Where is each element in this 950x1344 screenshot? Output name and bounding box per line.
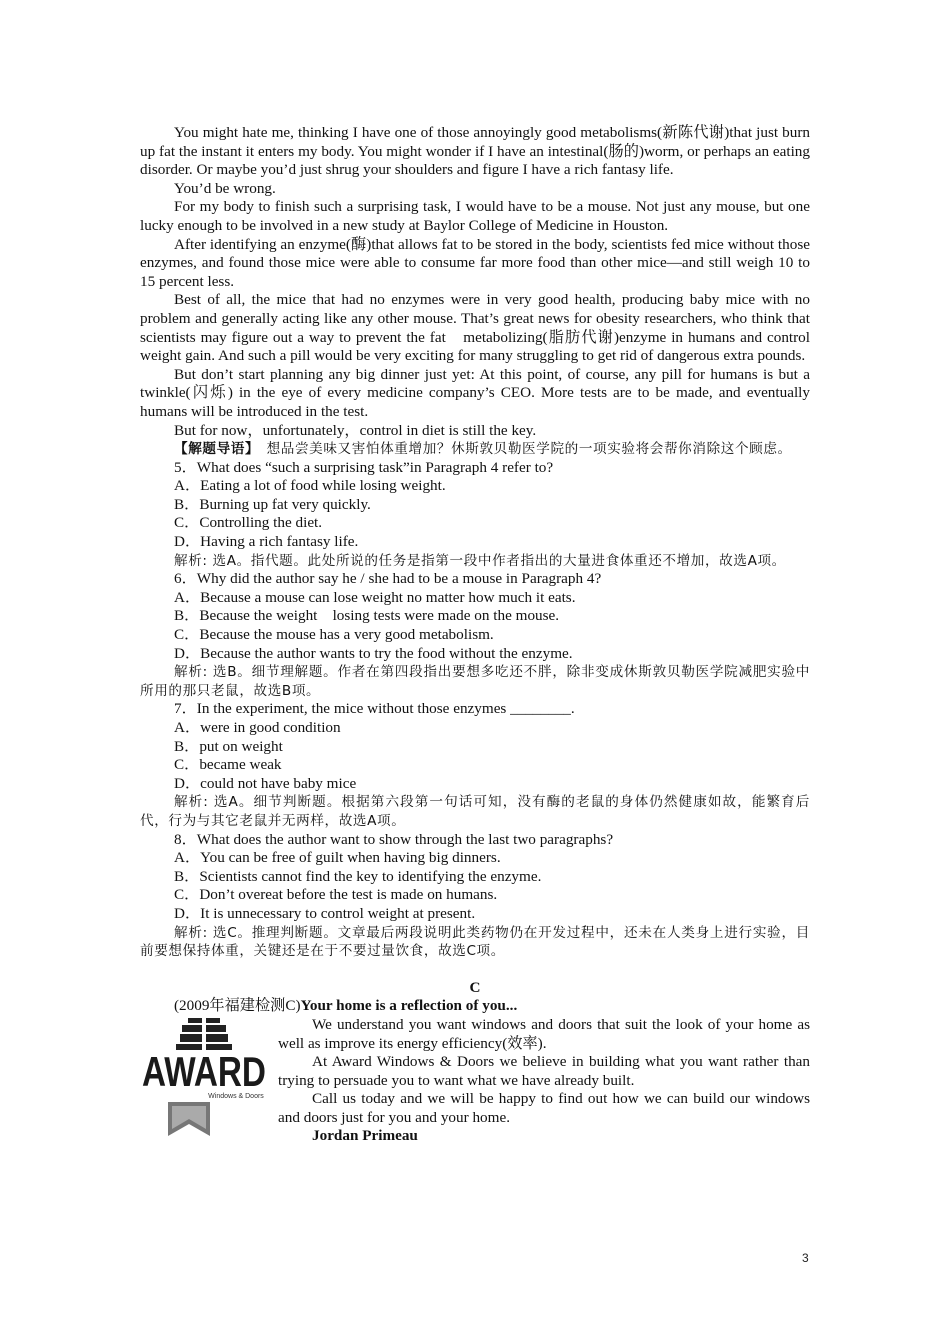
question-stem: 5．What does “such a surprising task”in Paragraph 4 refer to?	[174, 458, 554, 476]
guide-note	[140, 440, 810, 459]
option-b: B．Because the weight losing tests were made on the mouse.	[174, 607, 560, 625]
option-d: D．could not have baby mice	[174, 774, 357, 792]
passage-paragraph-3: For my body to finish such a surprising task, I would have to be a mouse. Not just any mouse, but one lucky enough to be involved in a new study at Baylor College of Medicine in Houston.	[140, 198, 810, 234]
passage-paragraph-4: After identifying an enzyme(酶)that allows fat to be stored in the body, scientists fed mice without those enzymes, and found those mice were able to consume far more food than other mice—and still weigh 10 to 15 percent less.	[140, 235, 810, 290]
question-stem: 8．What does the author want to show through the last two paragraphs?	[174, 830, 614, 848]
option-a: A．Eating a lot of food while losing weight.	[174, 477, 446, 495]
analysis-label: 解析:	[174, 924, 208, 941]
analysis-text: 选A。细节判断题。根据第六段第一句话可知，没有酶的老鼠的身体仍然健康如故，能繁育后代，行为与其它老鼠并无两样，故选A项。	[140, 794, 810, 829]
analysis-label: 解析:	[174, 664, 208, 681]
section-source: (2009年福建检测C)	[174, 997, 301, 1015]
analysis-text: 选A。指代题。此处所说的任务是指第一段中作者指出的大量进食体重还不增加，故选A项。	[207, 552, 786, 569]
option-b: B．Burning up fat very quickly.	[174, 495, 371, 513]
guide-label: 【解题导语】	[174, 441, 253, 458]
option-c: C．Controlling the diet.	[174, 514, 323, 532]
option-c: C．Don’t overeat before the test is made on humans.	[174, 886, 498, 904]
option-d: D．Having a rich fantasy life.	[174, 533, 359, 551]
ad-text	[278, 1016, 810, 1146]
option-b: B．Scientists cannot find the key to identifying the enzyme.	[174, 867, 542, 885]
ad-headline: Your home is a reflection of you...	[300, 997, 518, 1015]
advertisement	[140, 1015, 810, 1145]
passage-paragraph-7: But for now，unfortunately，control in diet is still the key.	[174, 421, 537, 439]
question-stem: 7．In the experiment, the mice without those enzymes ________.	[174, 700, 575, 718]
passage-paragraph-6: But don’t start planning any big dinner just yet: At this point, of course, any pill for humans is but a twinkle(闪烁) in the eye of every medicine company’s CEO. More tests are to be made, and eventually humans will be introduced in the test.	[140, 365, 810, 420]
ad-paragraph-3: Call us today and we will be happy to find out how we can build our windows and doors just for you and your home.	[278, 1090, 810, 1126]
option-d: D．It is unnecessary to control weight at present.	[174, 904, 476, 922]
option-a: A．were in good condition	[174, 719, 341, 736]
question-7	[140, 700, 810, 830]
page-number: 3	[802, 1251, 809, 1265]
analysis	[140, 793, 810, 830]
option-c: C．Because the mouse has a very good metabolism.	[174, 626, 494, 644]
question-6	[140, 570, 810, 700]
question-8	[140, 831, 810, 961]
award-logo-icon	[140, 1018, 268, 1136]
analysis-text: 选C。推理判断题。文章最后两段说明此类药物仍在开发过程中，还未在人类身上进行实验，目前要想保持体重，关键还是在于不要过量饮食，故选C项。	[140, 924, 811, 960]
analysis	[140, 663, 810, 700]
option-c: C．became weak	[174, 756, 282, 774]
ad-signature: Jordan Primeau	[312, 1127, 418, 1145]
option-a: A．Because a mouse can lose weight no matter how much it eats.	[174, 588, 576, 606]
analysis	[140, 924, 810, 961]
passage-paragraph-5: Best of all, the mice that had no enzymes were in very good health, producing baby mice with no problem and generally acting like any other mouse. That’s great news for obesity researchers, who think that scientists may figure out a way to prevent the fat metabolizing(脂肪代谢)enzyme in humans and control weight gain. And such a pill would be very exciting for many struggling to get rid of dangerous extra pounds.	[140, 291, 810, 365]
logo-subtitle: Windows & Doors	[208, 1092, 264, 1100]
option-a: A．You can be free of guilt when having big dinners.	[174, 849, 501, 867]
analysis-text: 选B。细节理解题。作者在第四段指出要想多吃还不胖，除非变成休斯敦贝勒医学院减肥实验中所用的那只老鼠，故选B项。	[140, 664, 810, 699]
option-d: D．Because the author wants to try the food without the enzyme.	[174, 644, 573, 662]
document-body	[140, 124, 811, 1145]
option-b: B．put on weight	[174, 737, 283, 755]
reading-passage	[140, 124, 810, 440]
passage-paragraph-1: You might hate me, thinking I have one of those annoyingly good metabolisms(新陈代谢)that just burn up fat the instant it enters my body. You might wonder if I have an intestinal(肠的)worm, or perhaps an eating disorder. Or maybe you’d just shrug your shoulders and figure I have a rich fantasy life.	[140, 124, 810, 179]
section-source-line	[140, 997, 810, 1016]
section-heading: C	[469, 978, 481, 996]
question-5	[140, 459, 810, 571]
ad-paragraph-1: We understand you want windows and doors that suit the look of your home as well as improve its energy efficiency(效率).	[278, 1015, 810, 1052]
guide-text: 想品尝美味又害怕体重增加？休斯敦贝勒医学院的一项实验将会帮你消除这个顾虑。	[252, 441, 792, 458]
analysis	[140, 552, 810, 571]
analysis-label: 解析:	[174, 552, 208, 569]
question-stem: 6．Why did the author say he / she had to be a mouse in Paragraph 4?	[174, 570, 602, 588]
ad-paragraph-2: At Award Windows & Doors we believe in building what you want rather than trying to persuade you to want what we have already built.	[278, 1053, 810, 1089]
analysis-label: 解析:	[174, 794, 209, 811]
passage-paragraph-2: You’d be wrong.	[174, 179, 276, 197]
svg-text:AWARD: AWARD	[142, 1047, 266, 1095]
